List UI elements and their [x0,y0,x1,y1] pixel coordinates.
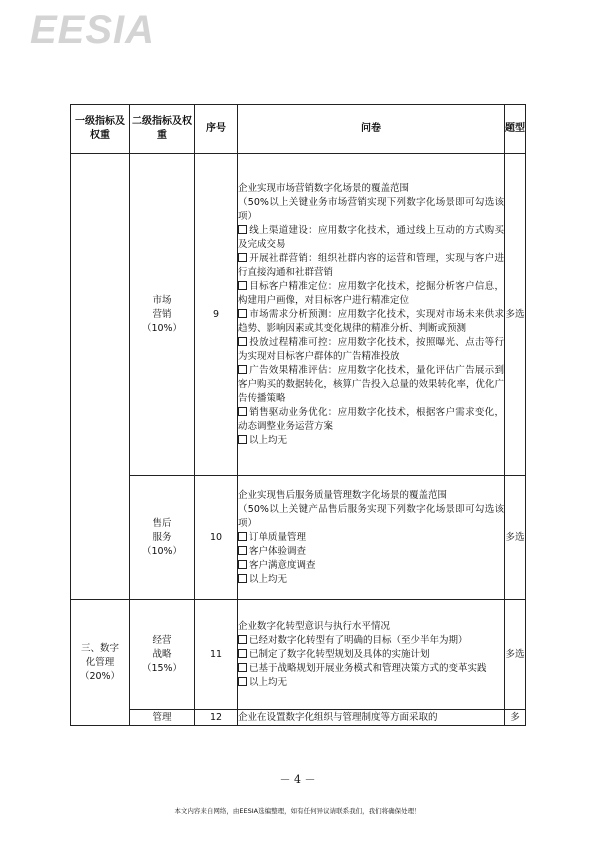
option-item [238,573,504,587]
table-row [71,154,526,476]
type-cell: 多选 [505,600,526,710]
seq-cell: 10 [195,476,238,600]
header-seq: 序号 [195,105,238,154]
checkbox-icon [238,435,247,444]
level1-cell [71,600,130,726]
level1-text: 三、数字 [80,642,119,654]
seq-cell: 12 [195,710,238,726]
checkbox-icon [238,560,247,569]
question-text: 企业实现售后服务质量管理数字化场景的覆盖范围 [238,489,448,501]
header-type: 题型 [505,105,526,154]
option-item [238,364,504,406]
option-label: 客户体验调查 [249,545,307,557]
option-label: 已经对数字化转型有了明确的目标（至少半年为期） [249,634,468,646]
option-item [238,662,504,676]
question-text: 企业在设置数字化组织与管理制度等方面采取的 [238,711,438,723]
level2-text: 服务 [152,531,172,543]
level2-text: 售后 [152,517,172,529]
level2-text: 营销 [152,308,172,320]
checkbox-icon [238,407,247,416]
checkbox-icon [238,649,247,658]
checkbox-icon [238,677,247,686]
option-item [238,648,504,662]
checkbox-icon [238,635,247,644]
question-cell [238,154,505,476]
level2-text: 市场 [152,294,172,306]
option-label: 客户满意度调查 [249,559,316,571]
option-label: 投放过程精准可控：应用数字化技术，按照曝光、点击等行为实现对目标客户群体的广告精准投放 [238,336,504,362]
question-cell [238,600,505,710]
question-cell [238,710,505,726]
level2-cell [130,710,195,726]
option-label: 已制定了数字化转型规划及具体的实施计划 [249,648,430,660]
option-label: 已基于战略规划开展业务模式和管理决策方式的变革实践 [249,662,487,674]
option-label: 销售驱动业务优化：应用数字化技术，根据客户需求变化，动态调整业务运营方案 [238,406,504,432]
option-label: 以上均无 [249,676,288,688]
option-label: 以上均无 [249,434,288,446]
checkbox-icon [238,574,247,583]
table-row [71,710,526,726]
header-level1: 一级指标及权重 [71,105,130,154]
checkbox-icon [238,365,247,374]
option-item [238,252,504,280]
question-text: 企业数字化转型意识与执行水平情况 [238,620,391,632]
seq-cell: 9 [195,154,238,476]
type-cell: 多选 [505,476,526,600]
option-label: 线上渠道建设：应用数字化技术，通过线上互动的方式购买及完成交易 [238,224,504,250]
level1-cell-empty [71,154,130,600]
checkbox-icon [238,337,247,346]
option-label: 开展社群营销：组织社群内容的运营和管理，实现与客户进行直接沟通和社群营销 [238,252,504,278]
option-item [238,308,504,336]
level2-weight: （10%） [141,322,183,334]
table-row [71,600,526,710]
level2-cell [130,154,195,476]
footer-disclaimer: 本文内容来自网络，由EESIA选编整理，如有任何异议请联系我们，我们将确保处理！ [174,807,421,815]
header-level2: 二级指标及权重 [130,105,195,154]
option-label: 市场需求分析预测：应用数字化技术，实现对市场未来供求趋势、影响因素或其变化规律的精准分析、判断或预测 [238,308,504,334]
level2-text: 经营 [152,634,172,646]
checkbox-icon [238,253,247,262]
question-note: （50%以上关键产品售后服务实现下列数字化场景即可勾选该项） [238,503,504,529]
seq-cell: 11 [195,600,238,710]
option-item [238,224,504,252]
indicator-table [70,104,526,726]
question-note: （50%以上关键业务市场营销实现下列数字化场景即可勾选该项） [238,196,504,222]
level2-text: 管理 [152,711,172,723]
option-label: 以上均无 [249,573,288,585]
level2-cell [130,600,195,710]
checkbox-icon [238,546,247,555]
option-item [238,676,504,690]
level2-weight: （15%） [141,662,183,674]
question-text: 企业实现市场营销数字化场景的覆盖范围 [238,182,410,194]
level1-text: 化管理 [85,656,115,668]
option-label: 广告效果精准评估：应用数字化技术，量化评估广告展示到客户购买的数据转化，核算广告投入总量的效果转化率，优化广告传播策略 [238,364,505,404]
level2-text: 战略 [152,648,172,660]
level2-cell [130,476,195,600]
option-item [238,559,504,573]
checkbox-icon [238,225,247,234]
option-item [238,634,504,648]
option-item [238,545,504,559]
level2-weight: （10%） [141,545,183,557]
option-item [238,280,504,308]
option-item [238,406,504,434]
eesia-logo: EESIA [30,8,156,52]
type-cell: 多 [505,710,526,726]
header-question: 问卷 [238,105,505,154]
option-item [238,336,504,364]
checkbox-icon [238,281,247,290]
option-label: 目标客户精准定位：应用数字化技术，挖掘分析客户信息，构建用户画像，对目标客户进行精准定位 [238,280,504,306]
checkbox-icon [238,663,247,672]
page-number: － 4 － [279,773,316,786]
option-item [238,531,504,545]
checkbox-icon [238,532,247,541]
option-label: 订单质量管理 [249,531,307,543]
level1-weight: （20%） [79,670,121,682]
table-header-row [71,105,526,154]
option-item [238,434,504,448]
table-row [71,476,526,600]
checkbox-icon [238,309,247,318]
type-cell: 多选 [505,154,526,476]
question-cell [238,476,505,600]
